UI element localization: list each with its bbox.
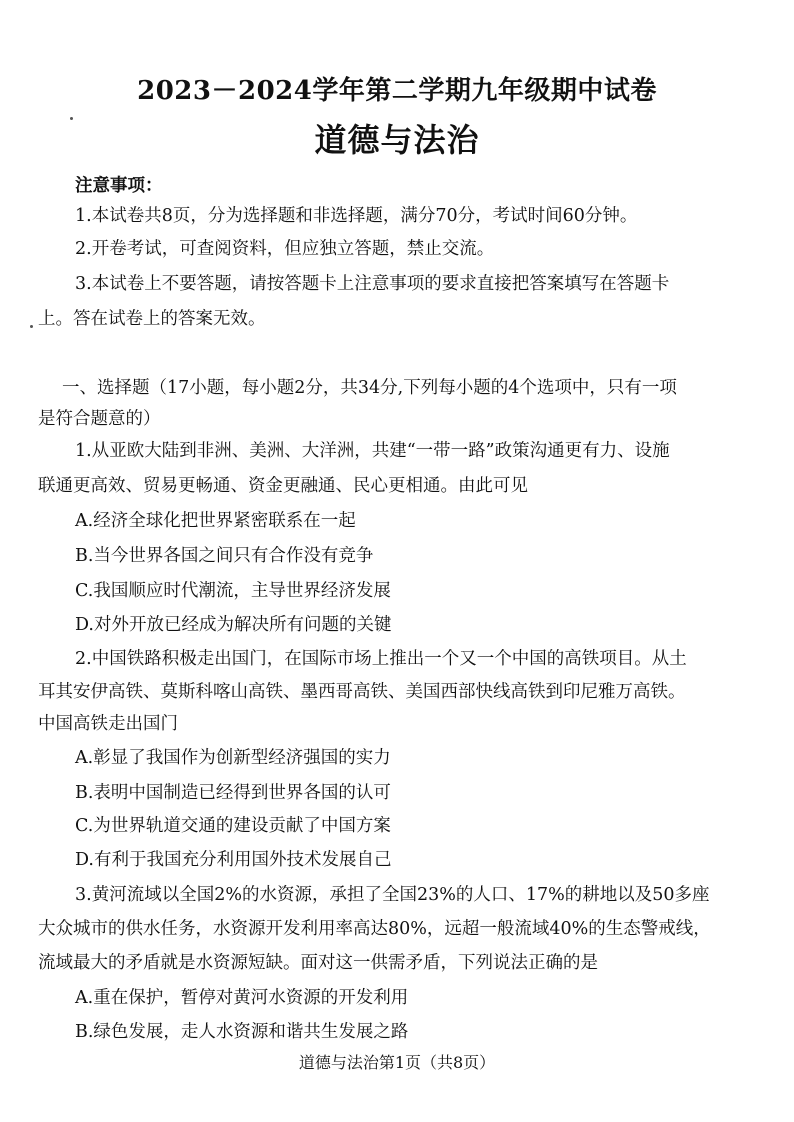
notice-line: 2.开卷考试，可查阅资料，但应独立答题，禁止交流。 [75, 239, 495, 259]
question-1-option-b: B.当今世界各国之间只有合作没有竞争 [75, 546, 374, 566]
page-footer: 道德与法治第1页（共8页） [298, 1053, 496, 1072]
question-3-option-b: B.绿色发展，走人水资源和谐共生发展之路 [75, 1022, 409, 1042]
question-2-option-d: D.有利于我国充分利用国外技术发展自己 [75, 850, 392, 870]
exam-title: 2023－2024学年第二学期九年级期中试卷 [137, 76, 657, 106]
subject-title: 道德与法治 [314, 121, 480, 159]
section-heading: 是符合题意的） [38, 409, 161, 429]
question-2-option-a: A.彰显了我国作为创新型经济强国的实力 [75, 748, 391, 768]
notice-heading: 注意事项： [75, 176, 163, 196]
question-1-option-c: C.我国顺应时代潮流，主导世界经济发展 [75, 581, 391, 601]
question-2-stem: 中国高铁走出国门 [38, 714, 178, 734]
question-2-option-b: B.表明中国制造已经得到世界各国的认可 [75, 783, 391, 803]
question-1-stem: 联通更高效、贸易更畅通、资金更融通、民心更相通。由此可见 [38, 476, 528, 496]
question-3-stem: 3.黄河流域以全国2%的水资源，承担了全国23%的人口、17%的耕地以及50多座 [75, 885, 710, 905]
scan-speck [70, 117, 73, 120]
question-1-option-a: A.经济全球化把世界紧密联系在一起 [75, 511, 356, 531]
section-heading: 一、选择题（17小题，每小题2分，共34分,下列每小题的4个选项中，只有一项 [62, 378, 677, 398]
question-2-stem: 耳其安伊高铁、莫斯科喀山高铁、墨西哥高铁、美国西部快线高铁到印尼雅万高铁。 [38, 682, 686, 702]
question-2-stem: 2.中国铁路积极走出国门，在国际市场上推出一个又一个中国的高铁项目。从土 [75, 649, 687, 669]
notice-line: 3.本试卷上不要答题，请按答题卡上注意事项的要求直接把答案填写在答题卡 [75, 274, 670, 294]
question-2-option-c: C.为世界轨道交通的建设贡献了中国方案 [75, 816, 391, 836]
notice-line: 1.本试卷共8页，分为选择题和非选择题，满分70分，考试时间60分钟。 [75, 206, 638, 226]
question-3-option-a: A.重在保护，暂停对黄河水资源的开发利用 [75, 988, 409, 1008]
question-1-option-d: D.对外开放已经成为解决所有问题的关键 [75, 615, 392, 635]
question-3-stem: 流域最大的矛盾就是水资源短缺。面对这一供需矛盾，下列说法正确的是 [38, 953, 598, 973]
question-1-stem: 1.从亚欧大陆到非洲、美洲、大洋洲，共建“一带一路”政策沟通更有力、设施 [75, 441, 670, 461]
scan-speck [30, 325, 33, 328]
question-3-stem: 大众城市的供水任务，水资源开发利用率高达80%，远超一般流域40%的生态警戒线， [38, 919, 711, 939]
notice-line: 上。答在试卷上的答案无效。 [38, 309, 266, 329]
